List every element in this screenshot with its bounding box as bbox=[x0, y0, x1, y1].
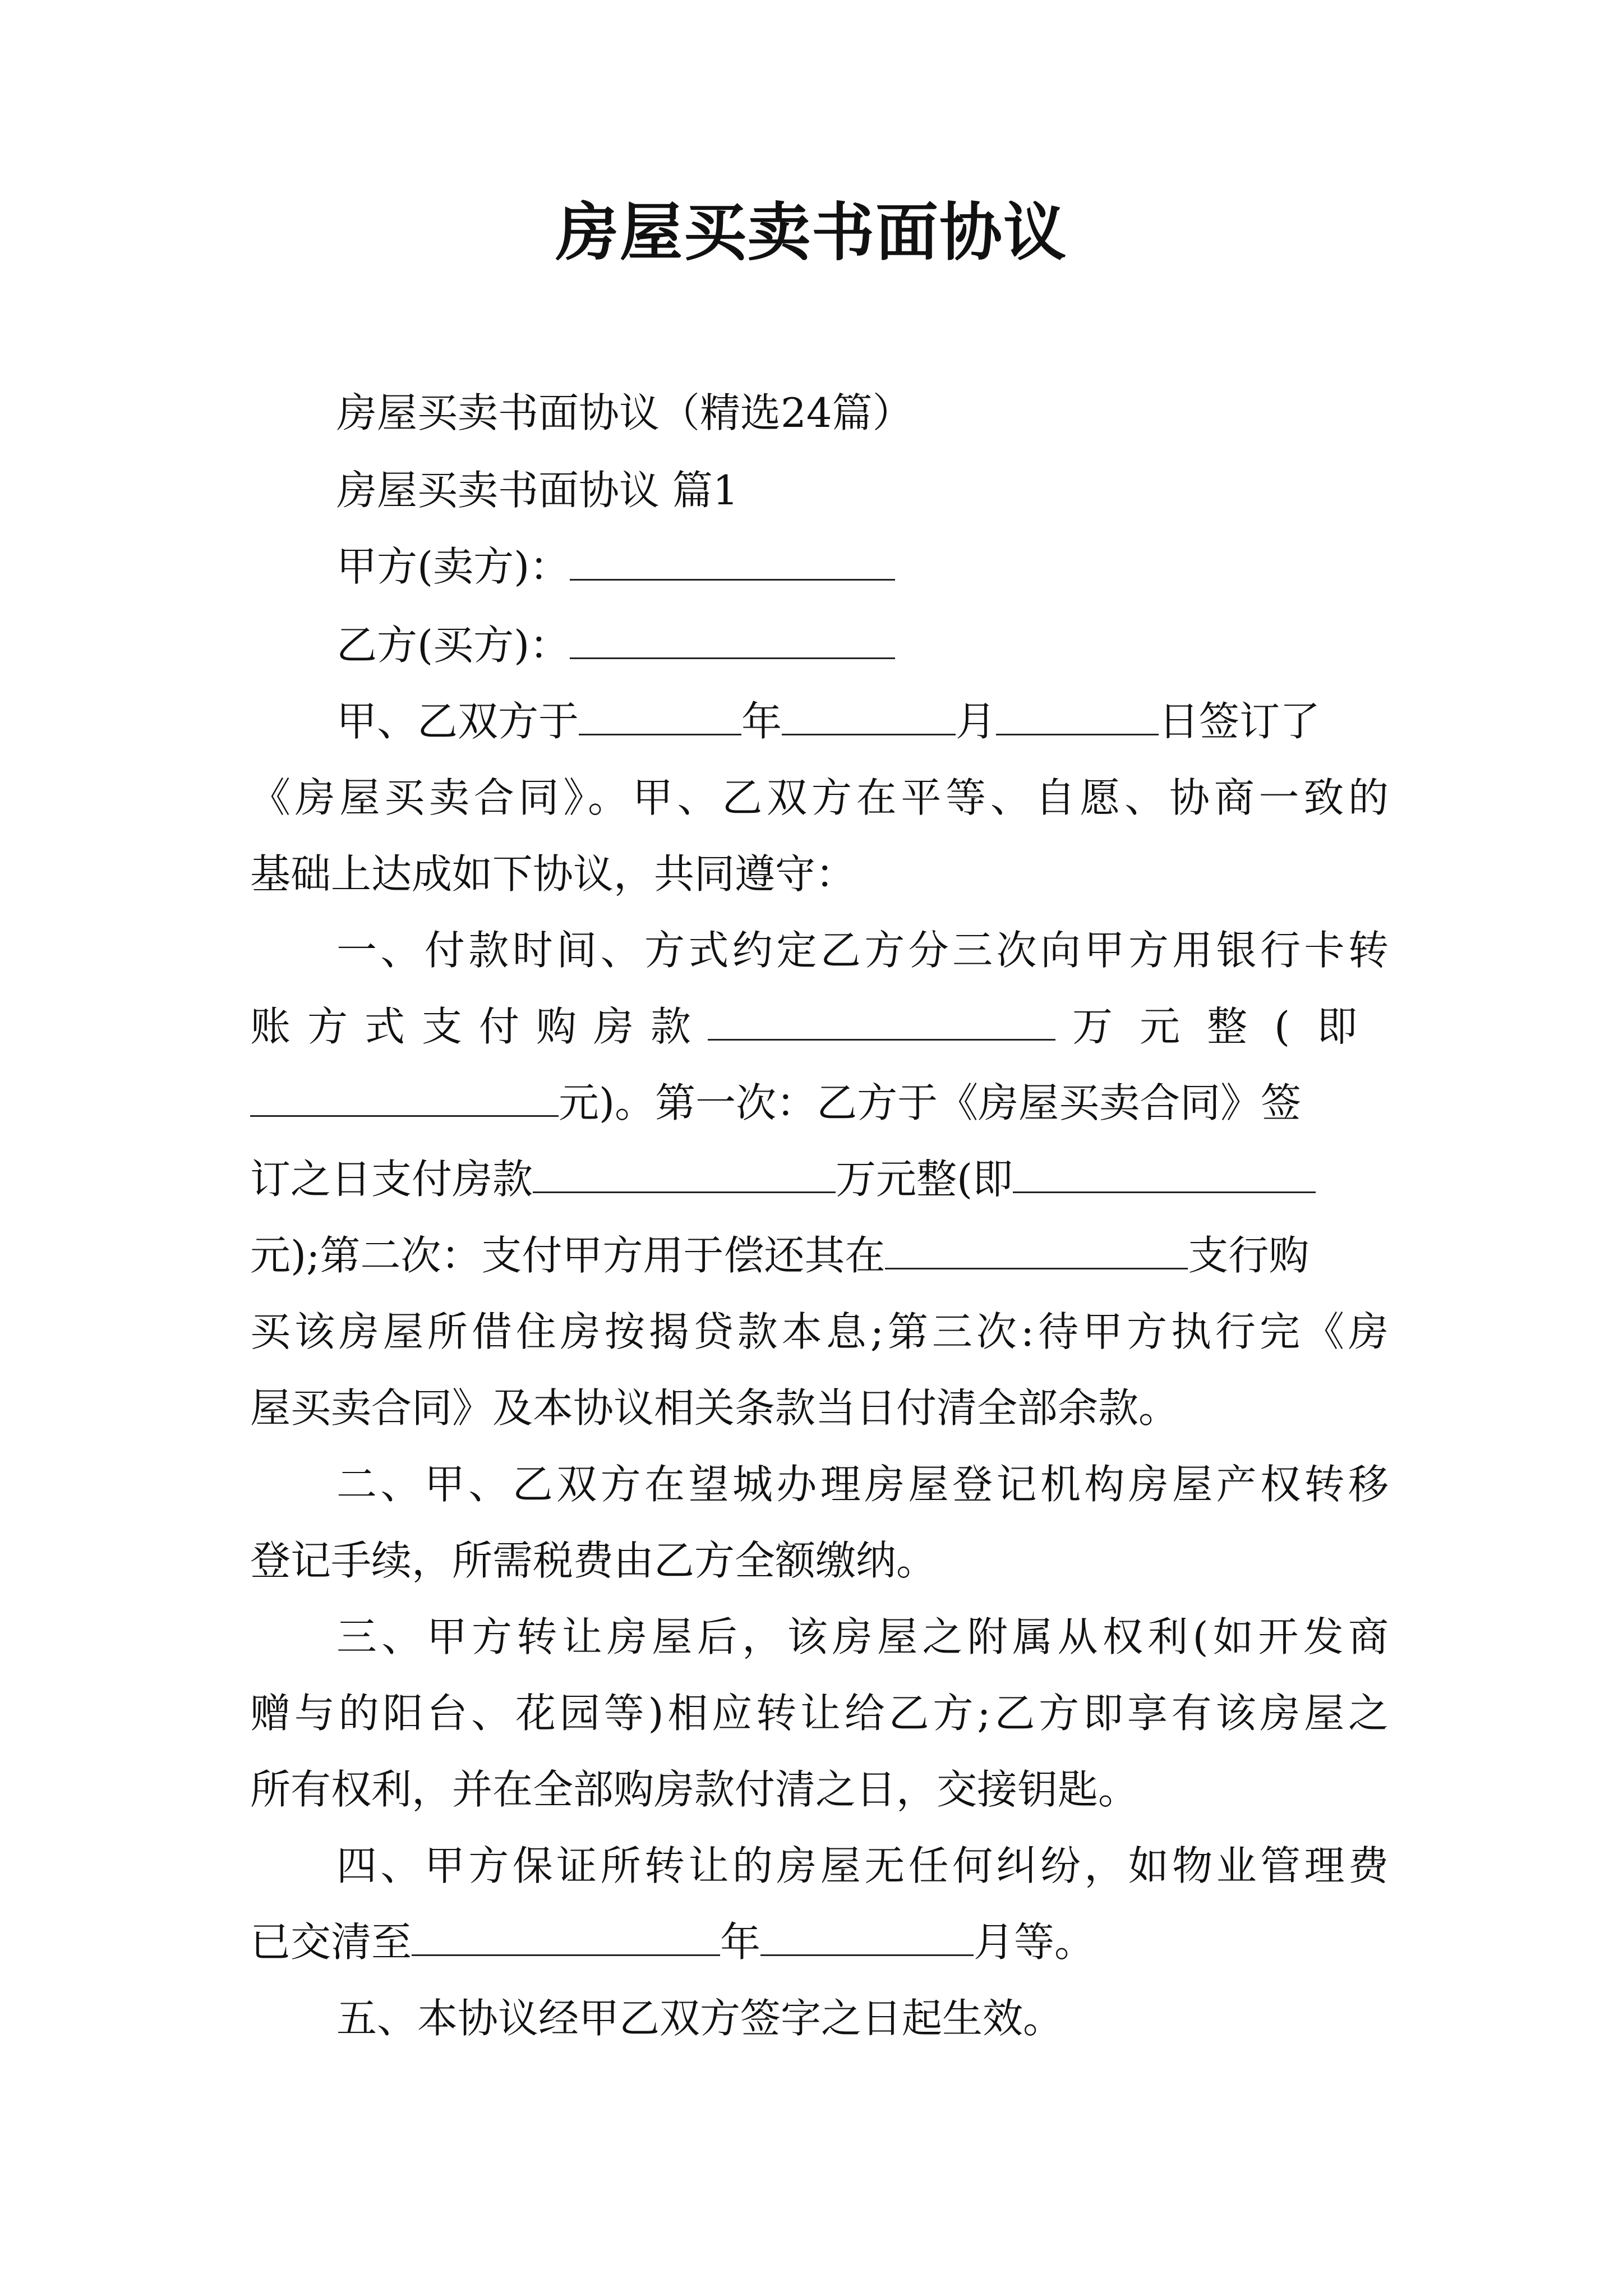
intro-text-a: 甲、乙双方于 bbox=[336, 698, 579, 745]
fee-month-blank bbox=[760, 1920, 974, 1956]
party-b-label: 乙方(买方)： bbox=[336, 622, 570, 669]
intro-line-3: 基础上达成如下协议，共同遵守： bbox=[250, 850, 856, 898]
clause2-line-2: 登记手续，所需税费由乙方全额缴纳。 bbox=[250, 1537, 937, 1584]
intro-day-blank bbox=[996, 699, 1159, 735]
clause3-line-2: 赠与的阳台、花园等)相应转让给乙方;乙方即享有该房屋之 bbox=[250, 1690, 1389, 1737]
intro-month-blank bbox=[782, 699, 956, 735]
clause1-line-2 bbox=[250, 1000, 1389, 1053]
clause4-line-1: 四、甲方保证所转让的房屋无任何纠纷，如物业管理费 bbox=[336, 1842, 1389, 1889]
clause3-line-3: 所有权利，并在全部购房款付清之日，交接钥匙。 bbox=[250, 1766, 1139, 1813]
clause1-text-c: 元)。第一次：乙方于《房屋买卖合同》签 bbox=[559, 1079, 1302, 1126]
clause1-text-e: 万元整(即 bbox=[836, 1156, 1013, 1203]
intro-text-b: 年 bbox=[741, 698, 782, 745]
clause1-line-6: 买该房屋所借住房按揭贷款本息;第三次:待甲方执行完《房 bbox=[250, 1308, 1389, 1355]
document-title: 房屋买卖书面协议 bbox=[556, 196, 1067, 269]
party-a-label: 甲方(卖方)： bbox=[336, 543, 570, 590]
party-b-line bbox=[336, 618, 1389, 672]
intro-year-blank bbox=[579, 699, 741, 735]
clause4-text-c: 月等。 bbox=[974, 1918, 1095, 1966]
clause5-line-1: 五、本协议经甲乙双方签字之日起生效。 bbox=[336, 1995, 1064, 2042]
bank-branch-blank bbox=[885, 1233, 1188, 1269]
clause1-line-5 bbox=[250, 1228, 1389, 1282]
clause1-line-7: 屋买卖合同》及本协议相关条款当日付清全部余款。 bbox=[250, 1384, 1179, 1432]
fee-year-blank bbox=[412, 1920, 720, 1956]
clause4-text-a: 已交清至 bbox=[250, 1918, 412, 1966]
intro-text-d: 日签订了 bbox=[1159, 698, 1321, 745]
clause1-line-4 bbox=[250, 1152, 1389, 1206]
section-heading: 房屋买卖书面协议 篇1 bbox=[336, 467, 739, 514]
clause1-text-b: 万元整(即 bbox=[1072, 1003, 1385, 1050]
intro-text-c: 月 bbox=[956, 698, 997, 745]
clause1-text-d: 订之日支付房款 bbox=[250, 1156, 533, 1203]
clause1-text-g: 支行购 bbox=[1188, 1232, 1310, 1279]
clause1-line-3 bbox=[250, 1076, 1389, 1130]
intro-line-1 bbox=[336, 694, 1389, 748]
intro-line-2: 《房屋买卖合同》。甲、乙双方在平等、自愿、协商一致的 bbox=[250, 774, 1389, 821]
clause4-line-2 bbox=[250, 1915, 1389, 1969]
price-amount-blank bbox=[250, 1080, 559, 1117]
clause1-text-f: 元);第二次：支付甲方用于偿还其在 bbox=[250, 1232, 886, 1279]
clause4-text-b: 年 bbox=[720, 1918, 761, 1966]
clause1-text-a: 账方式支付购房款 bbox=[250, 1003, 708, 1050]
clause3-line-1: 三、甲方转让房屋后，该房屋之附属从权利(如开发商 bbox=[336, 1613, 1389, 1660]
first-payment-amount-blank bbox=[1013, 1157, 1316, 1193]
clause1-line-1: 一、付款时间、方式约定乙方分三次向甲方用银行卡转 bbox=[336, 927, 1389, 974]
party-b-blank bbox=[570, 623, 895, 659]
price-blank bbox=[708, 1004, 1055, 1041]
clause2-line-1: 二、甲、乙双方在望城办理房屋登记机构房屋产权转移 bbox=[336, 1461, 1389, 1508]
subtitle: 房屋买卖书面协议（精选24篇） bbox=[336, 389, 913, 436]
first-payment-blank bbox=[533, 1157, 836, 1193]
party-a-blank bbox=[570, 544, 895, 581]
party-a-line bbox=[336, 540, 1389, 593]
